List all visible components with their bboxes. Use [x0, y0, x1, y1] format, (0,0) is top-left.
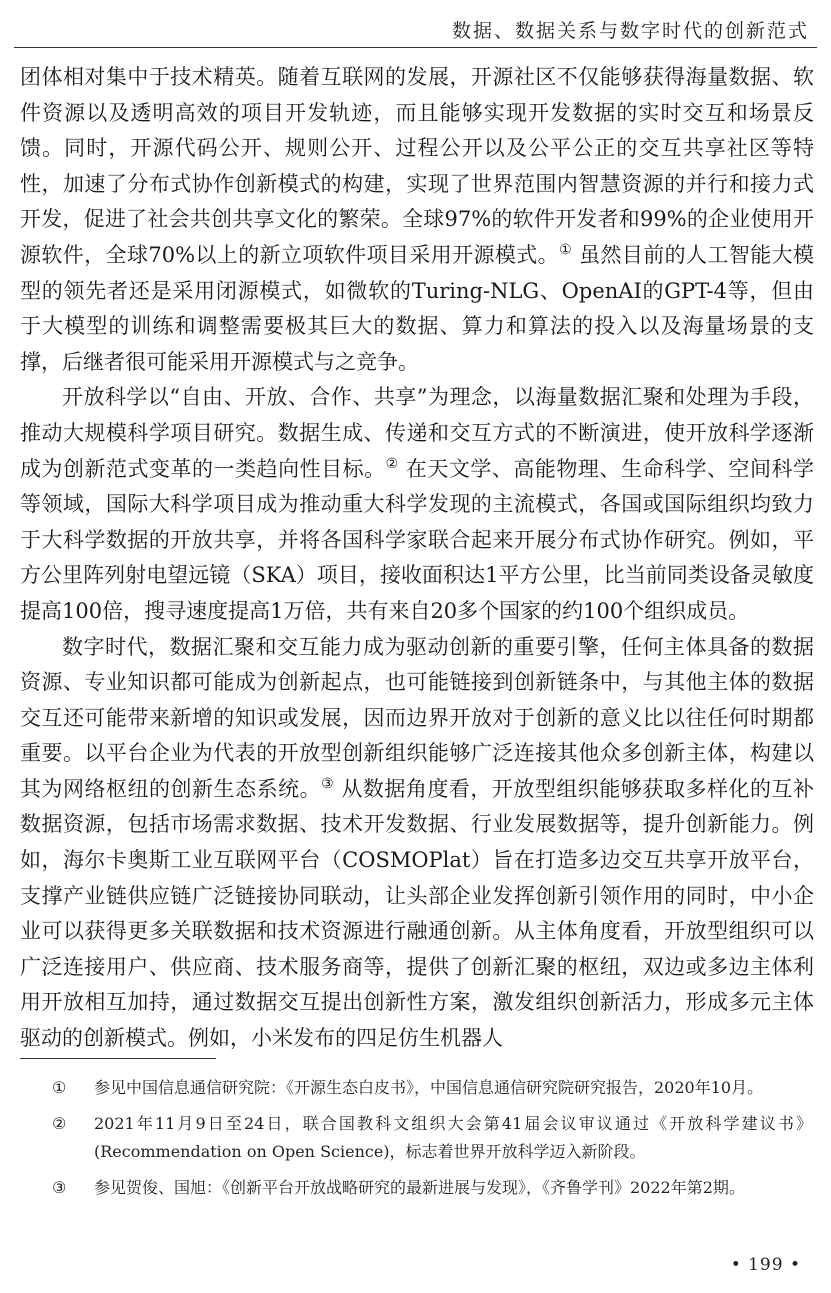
- footnote-1: [52, 1074, 812, 1102]
- paragraph-3-text-b: 从数据角度看，开放型组织能够获取多样化的互补数据资源，包括市场需求数据、技术开发数据、行业发展数据等，提升创新能力。例如，海尔卡奥斯工业互联网平台（COSMOPlat）旨在打造多边交互共享开放平台，支撑产业链供应链广泛链接协同联动，让头部企业发挥创新引领作用的同时，中小企业可以获得更多关联数据和技术资源进行融通创新。从主体角度看，开放型组织可以广泛连接用户、供应商、技术服务商等，提供了创新汇聚的枢纽，双边或多边主体利用开放相互加持，通过数据交互提出创新性方案，激发组织创新活力，形成多元主体驱动的创新模式。例如，小米发布的四足仿生机器人: [20, 776, 814, 1051]
- footnote-rule: [20, 1058, 216, 1059]
- header-rule: [14, 47, 817, 48]
- footnote-ref-3: ③: [321, 775, 335, 792]
- page-number: • 199 •: [730, 1255, 801, 1275]
- page-header: [0, 0, 831, 52]
- paragraph-2-text-a: 开放科学以“自由、开放、合作、共享”为理念，以海量数据汇聚和处理为手段，推动大规模科学项目研究。数据生成、传递和交互方式的不断演进，使开放科学逐渐成为创新范式变革的一类趋向性目标。: [20, 385, 814, 481]
- running-title: 数据、数据关系与数字时代的创新范式: [451, 20, 809, 42]
- paragraph-1-text-b: 虽然目前的人工智能大模型的领先者还是采用闭源模式，如微软的Turing-NLG、OpenAI的GPT-4等，但由于大模型的训练和调整需要极其巨大的数据、算力和算法的投入以及海量场景的支撑，后继者很可能采用开源模式与之竞争。: [20, 242, 814, 374]
- footnote-ref-2: ②: [385, 455, 399, 472]
- paragraph-1: [20, 60, 814, 380]
- footnote-3-text: 参见贺俊、国旭：《创新平台开放战略研究的最新进展与发现》，《齐鲁学刊》2022年第2期。: [94, 1178, 745, 1197]
- body-text: [20, 60, 814, 1057]
- footnotes: [52, 1074, 812, 1210]
- footnote-2: [52, 1110, 812, 1166]
- footnote-3: [52, 1174, 812, 1202]
- footnote-2-text: 2021年11月9日至24日，联合国教科文组织大会第41届会议审议通过《开放科学建议书》(Recommendation on Open Science)，标志着世界开放科学迈入新阶段。: [94, 1114, 812, 1161]
- paragraph-3-text-a: 数字时代，数据汇聚和交互能力成为驱动创新的重要引擎，任何主体具备的数据资源、专业知识都可能成为创新起点，也可能链接到创新链条中，与其他主体的数据交互还可能带来新增的知识或发展，因而边界开放对于创新的意义比以往任何时期都重要。以平台企业为代表的开放型创新组织能够广泛连接其他众多创新主体，构建以其为网络枢纽的创新生态系统。: [20, 634, 814, 801]
- footnote-ref-1: ①: [559, 241, 573, 258]
- paragraph-2-text-b: 在天文学、高能物理、生命科学、空间科学等领域，国际大科学项目成为推动重大科学发现的主流模式，各国或国际组织均致力于大科学数据的开放共享，并将各国科学家联合起来开展分布式协作研究。例如，平方公里阵列射电望远镜（SKA）项目，接收面积达1平方公里，比当前同类设备灵敏度提高100倍，搜寻速度提高1万倍，共有来自20多个国家的约100个组织成员。: [20, 456, 814, 623]
- footnote-3-mark: ③: [52, 1178, 67, 1197]
- paragraph-2: [20, 380, 814, 629]
- paragraph-1-text-a: 团体相对集中于技术精英。随着互联网的发展，开源社区不仅能够获得海量数据、软件资源以及透明高效的项目开发轨迹，而且能够实现开发数据的实时交互和场景反馈。同时，开源代码公开、规则公开、过程公开以及公平公正的交互共享社区等特性，加速了分布式协作创新模式的构建，实现了世界范围内智慧资源的并行和接力式开发，促进了社会共创共享文化的繁荣。全球97%的软件开发者和99%的企业使用开源软件，全球70%以上的新立项软件项目采用开源模式。: [20, 65, 814, 267]
- paragraph-3: [20, 630, 814, 1057]
- footnote-1-text: 参见中国信息通信研究院：《开源生态白皮书》，中国信息通信研究院研究报告，2020年10月。: [94, 1078, 764, 1097]
- footnote-2-mark: ②: [52, 1114, 67, 1133]
- footnote-1-mark: ①: [52, 1078, 67, 1097]
